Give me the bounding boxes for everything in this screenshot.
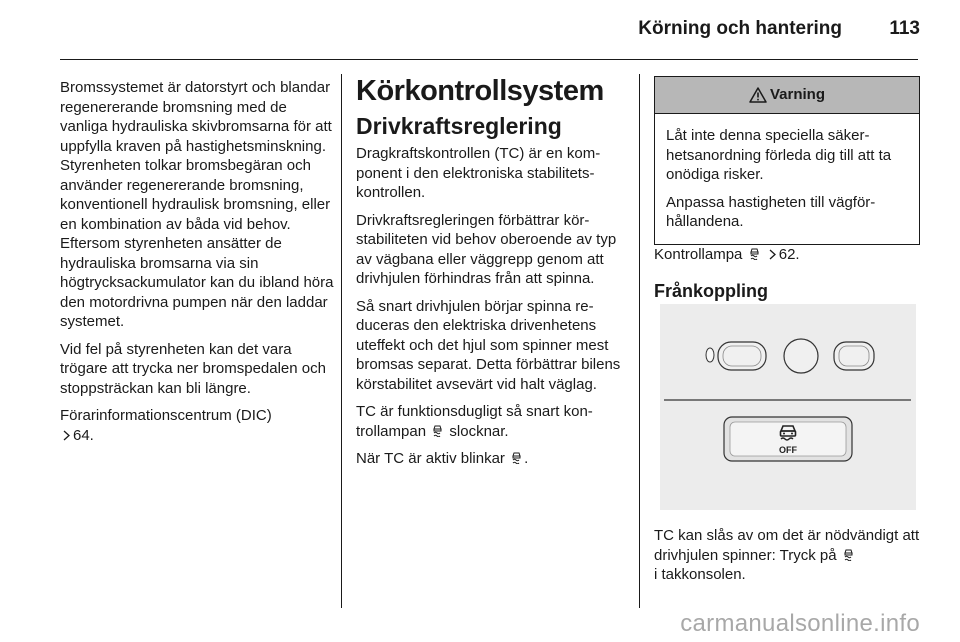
- column-divider-right: [639, 74, 640, 608]
- page-number: 113: [889, 18, 920, 39]
- traction-control-icon: [432, 424, 443, 437]
- warning-header: [655, 77, 919, 114]
- page-header-title: Körning och hantering: [638, 18, 842, 39]
- tc-active-text-end: .: [524, 450, 529, 467]
- off-button-label: OFF: [779, 445, 797, 455]
- dic-reference: [60, 406, 335, 445]
- brake-fault-paragraph: Vid fel på styrenheten kan det vara trögare att trycka ner bromspedalen och stoppsträckan kan bli längre.: [60, 340, 326, 397]
- traction-control-icon: [749, 247, 760, 260]
- warning-box: [654, 76, 920, 245]
- tc-ready-text-end: slocknar.: [449, 422, 509, 440]
- warning-body: [655, 114, 919, 244]
- traction-control-icon: [511, 451, 522, 464]
- control-lamp-text: Kontrollampa: [654, 245, 743, 263]
- tc-ready-text: TC är funktionsdugligt så snart kontrollampan: [356, 403, 593, 440]
- watermark: carmanualsonline.info: [680, 610, 920, 637]
- right-column: [654, 76, 920, 320]
- tc-active-paragraph: [356, 449, 628, 469]
- disengage-heading: Frånkoppling: [654, 281, 768, 301]
- page-reference-icon: [62, 430, 71, 441]
- roof-console-illustration: [660, 304, 916, 510]
- tc-active-text: När TC är aktiv blinkar: [356, 450, 505, 467]
- dic-text: Förarinformationscentrum (DIC): [60, 407, 272, 424]
- middle-column: [356, 74, 628, 477]
- brake-system-paragraph: Bromssystemet är datorstyrt och blandar regenererande bromsning med de vanliga hydrauliska skivbromsarna för att uppfylla kraven på hastighetsminskning. Styrenheten tolkar bromsbegäran och använder regenererande bromsning, konventionell hydraulisk bromsning, eller en kombination av båda vid behov. Eftersom styrenheten ansätter de hydrauliska bromsarna via sin högtrycksackumulator kan du ibland höra den motordrivna pumpen när den laddar systemet.: [60, 79, 334, 330]
- control-lamp-reference: [654, 245, 920, 265]
- warning-triangle-icon: [749, 87, 767, 103]
- header-rule: [60, 59, 918, 60]
- section-heading: Körkontrollsystem: [356, 75, 604, 107]
- warning-text-2: Anpassa hastigheten till vägförhållandena.: [666, 193, 876, 230]
- warning-text-1: Låt inte denna speciella säkerhetsanordning förleda dig till att ta onödiga risker.: [666, 127, 892, 183]
- figure-caption: [654, 526, 924, 585]
- dic-page-ref[interactable]: 64.: [73, 426, 94, 444]
- tc-ready-paragraph: [356, 402, 628, 441]
- column-divider-left: [341, 74, 342, 608]
- caption-text: TC kan slås av om det är nödvändigt att drivhjulen spinner: Tryck på: [654, 527, 920, 564]
- traction-control-icon: [843, 548, 854, 561]
- control-lamp-page-ref[interactable]: 62.: [778, 245, 800, 263]
- warning-title: Varning: [769, 86, 825, 104]
- tc-spin-paragraph: Så snart drivhjulen börjar spinna reduceras den elektriska drivenhetens uteffekt och det hjul som spinner mest bromsas separat. Detta förbättrar bilens körstabilitet avsevärt vid halt väglag.: [356, 297, 621, 393]
- tc-stability-paragraph: Drivkraftsregleringen förbättrar körstabiliteten vid behov oberoende av typ av vägbana eller väggrepp genom att drivhjulen förhindras från att spinna.: [356, 211, 617, 287]
- tc-intro-paragraph: Dragkraftskontrollen (TC) är en komponent i den elektroniska stabilitetskontrollen.: [356, 145, 601, 201]
- left-column: [60, 78, 335, 453]
- roof-console-figure: [660, 304, 916, 510]
- subsection-heading: Drivkraftsreglering: [356, 113, 562, 139]
- page-reference-icon: [768, 249, 777, 260]
- caption-text-end: i takkonsolen.: [654, 566, 746, 583]
